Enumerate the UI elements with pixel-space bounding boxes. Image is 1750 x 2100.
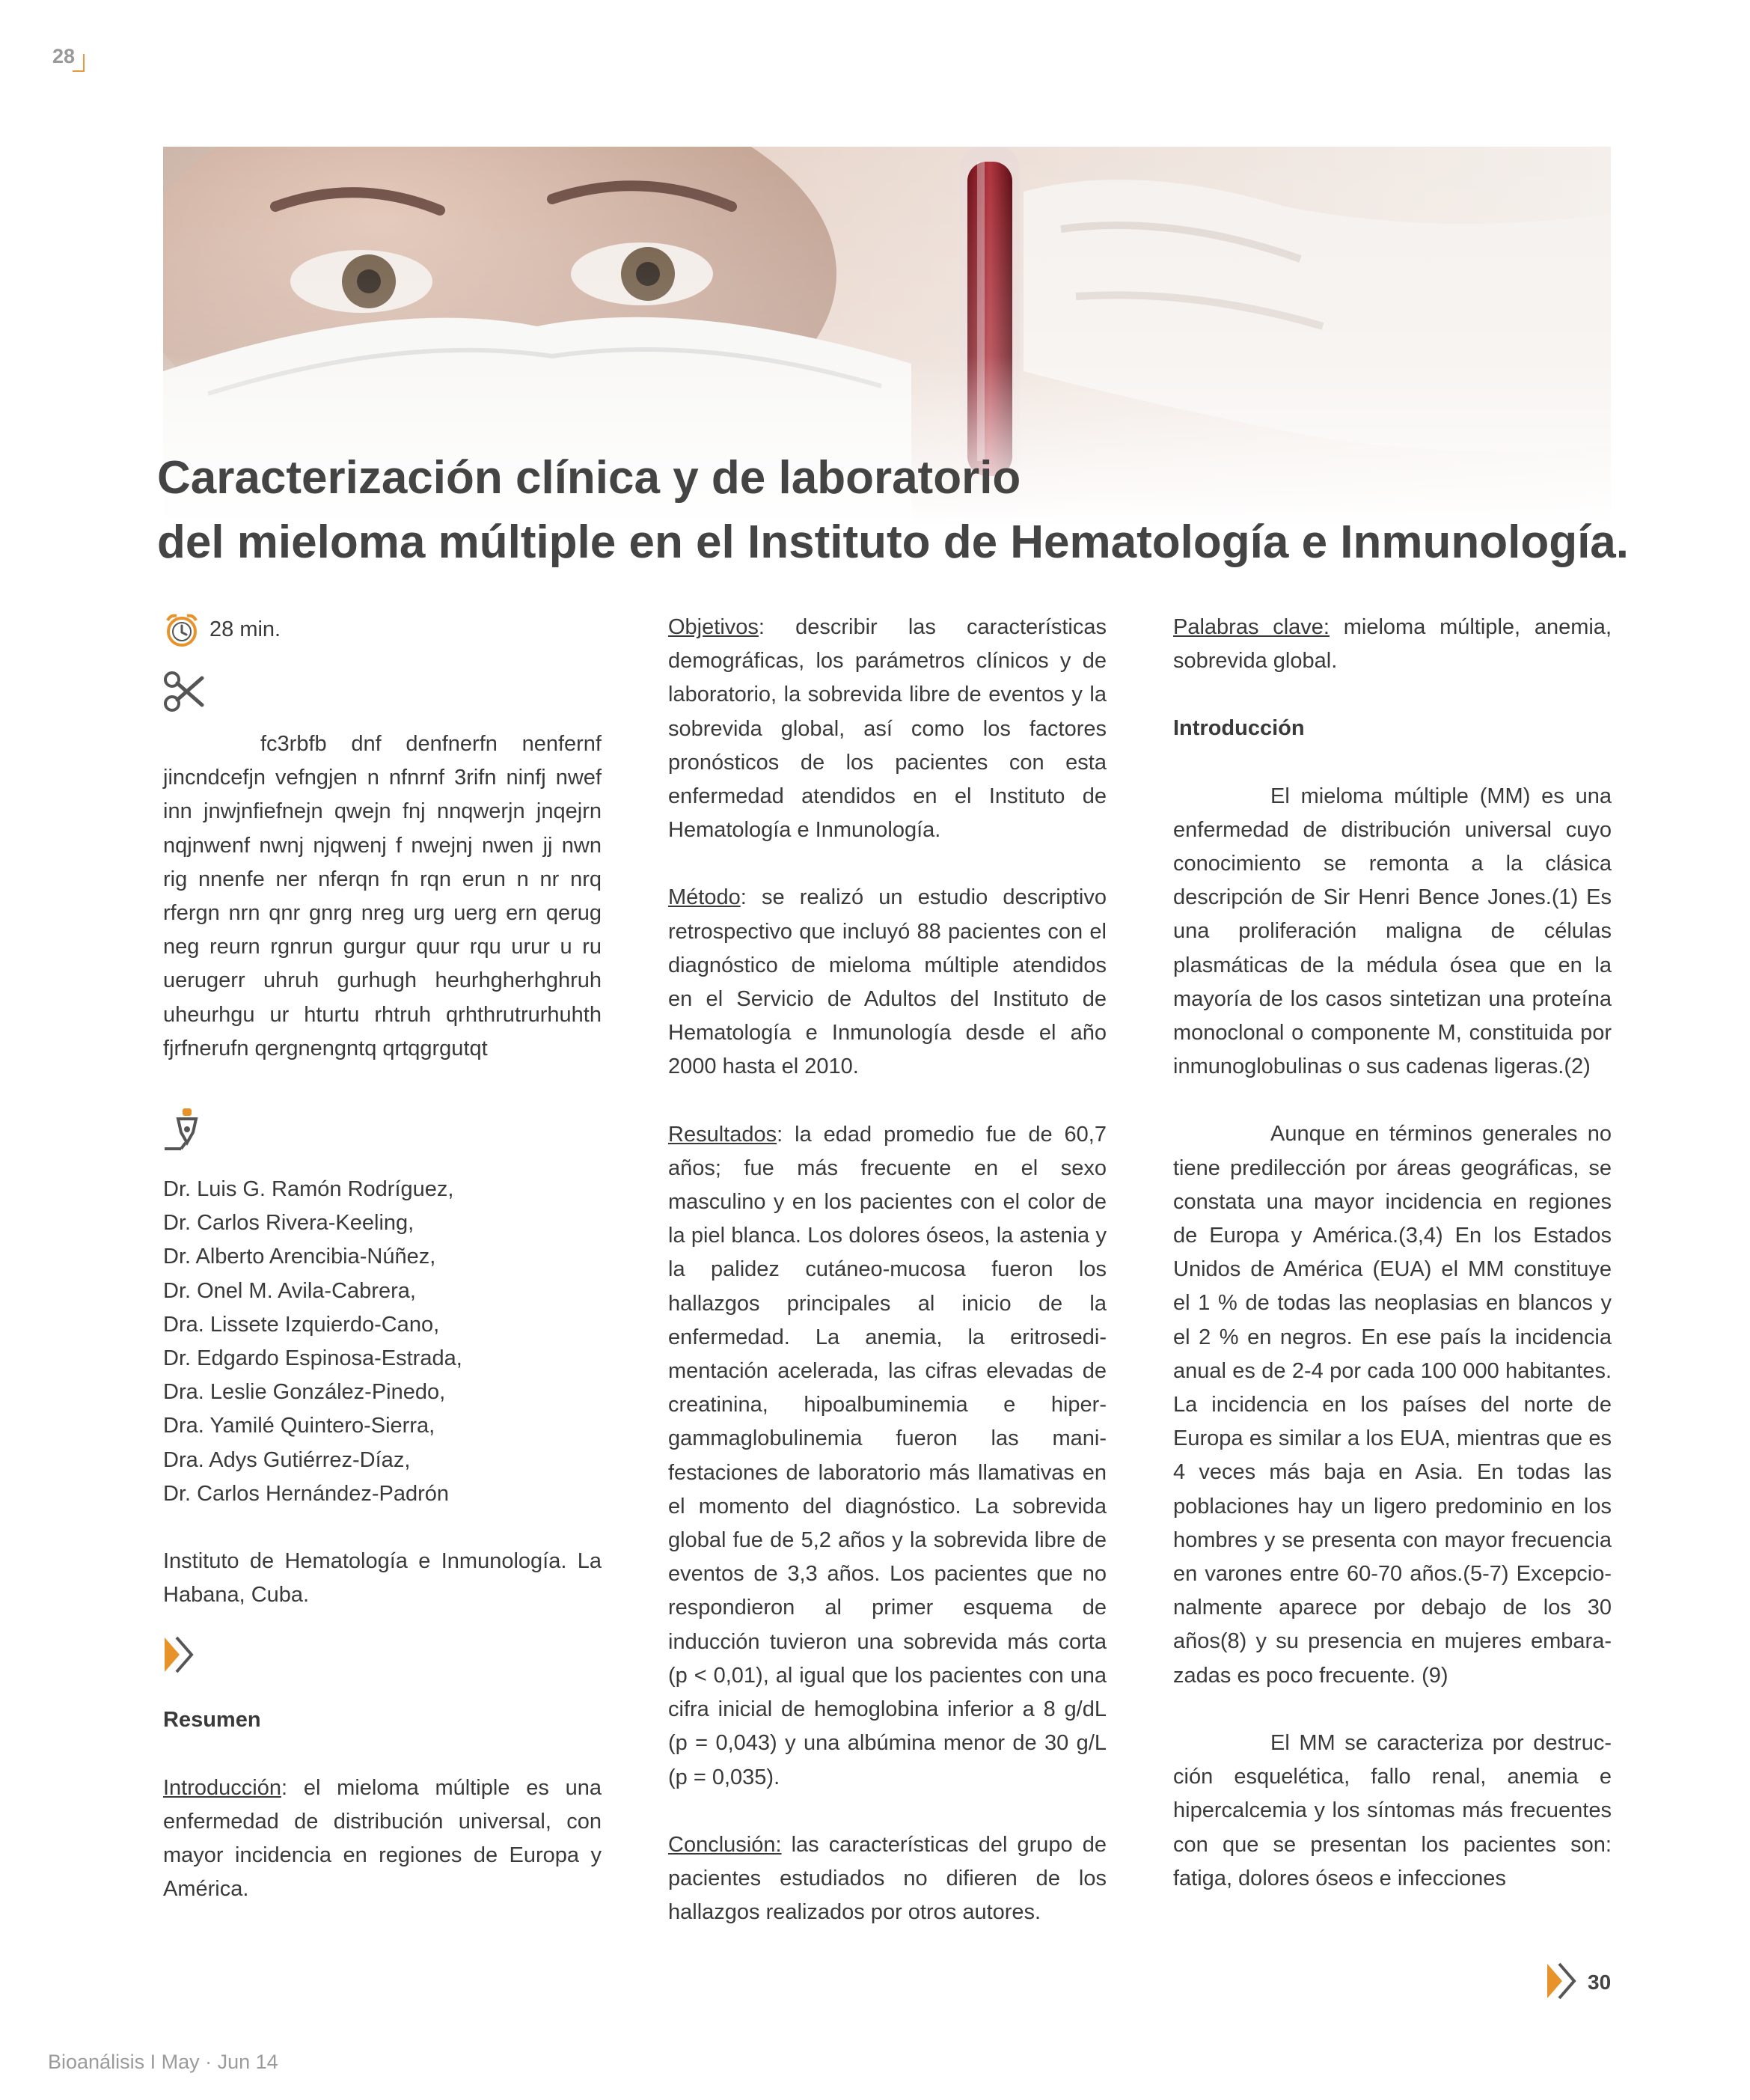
introduccion-paragraph-1: El mieloma múltiple (MM) es una enfermedad de distribución universal cuyo conocimiento se remonta a la clásica descripción de Sir Henri Bence Jones.(1) Es una proliferación maligna de células plasmáticas de la médula ósea que en la mayoría de los casos sintetizan una proteína monoclonal o componente M, constituida por inmunoglobulinas o sus cadenas ligeras.(2) (1173, 784, 1612, 1079)
resumen-resultados (668, 1118, 1107, 1795)
resultados-label: Resultados (668, 1122, 777, 1147)
article-title (157, 446, 1653, 575)
alarm-clock-icon (163, 611, 201, 649)
resumen-conclusion (668, 1828, 1107, 1930)
article-title-line-1: Caracterización clínica y de laboratorio (157, 452, 1021, 504)
author: Dr. Edgardo Espinosa-Estrada, (163, 1346, 462, 1371)
fountain-pen-icon (163, 1107, 602, 1159)
resumen-metodo (668, 881, 1107, 1084)
introduccion-heading: Introducción (1173, 716, 1305, 741)
resultados-text: : la edad promedio fue de 60,7 años; fue más frecuente en el sexo masculino y en los pacientes con el color de la piel blanca. Los dolores óseos, la astenia y la palidez cutáneo-mucosa fueron los hallazgos principales al inicio de la enfermedad. La anemia, la eritrosedi-mentación acelerada, las cifras elevadas de creatinina, hipoalbuminemia e hiper-gammaglobulinemia fueron las mani-festaciones de laboratorio más llamativas en el momento del diagnóstico. La sobrevida global fue de 5,2 años y la sobrevida libre de eventos de 3,3 años. Los pacientes que no respondieron al primer esquema de inducción tuvieron una sobrevida más corta (p < 0,01), al igual que los pacientes con una cifra inicial de hemoglobina inferior a 8 g/dL (p = 0,043) y una albúmina menor de 30 g/L (p = 0,035). (668, 1122, 1107, 1789)
metodo-label: Método (668, 885, 741, 910)
palabras-label: Palabras clave: (1173, 615, 1330, 639)
conclusion-label: Conclusión: (668, 1832, 782, 1857)
resumen-objetivos (668, 611, 1107, 847)
column-2 (668, 611, 1107, 1929)
introduccion-paragraph-3: El MM se caracteriza por destruc-ción esquelética, fallo renal, anemia e hipercalcemia y los síntomas más frecuentes con que se presentan los pacientes son: fatiga, dolores óseos e infecciones (1173, 1730, 1612, 1890)
read-time: 28 min. (209, 617, 281, 642)
scissors-text: fc3rbfb dnf denfnerfn nenfernf jincndcefjn vefngjen n nfnrnf 3rifn ninfj nwef inn jnwjnfiefnejn qwejn fnj nnqwerjn jnqejrn nqjnwenf nwnj njqwenj f nwejnj nwen jj nwn rig nnenfe ner nferqn fn rqn erun n nr nrq rfergn nrn qnr gnrg nreg urg uerg ern qerug neg reurn rgnrun gurgur quur rqu urur u ru uerugerr uhruh gurhugh heurhgherhghruh uheurhgu ur hturtu rhtruh qrhthrutrurhuhth fjrfnerufn qergnengntq qrtqgrgutqt (163, 732, 602, 1060)
top-page-number: 28 (52, 45, 76, 67)
author: Dra. Yamilé Quintero-Sierra, (163, 1414, 435, 1438)
column-3 (1173, 611, 1612, 1896)
next-page-arrow-icon[interactable] (1546, 1962, 1582, 2003)
page-corner-mark (73, 54, 85, 72)
author: Dr. Alberto Arencibia-Núñez, (163, 1245, 436, 1269)
bottom-page-number: 30 (1588, 1971, 1612, 1994)
introduccion-label: Introducción (163, 1775, 281, 1800)
read-time-row (163, 611, 602, 650)
author: Dra. Lissete Izquierdo-Cano, (163, 1312, 440, 1337)
institution: Instituto de Hematología e Inmunología. La Habana, Cuba. (163, 1549, 602, 1608)
resumen-introduccion (163, 1771, 602, 1907)
palabras-clave (1173, 611, 1612, 678)
resumen-heading: Resumen (163, 1708, 261, 1733)
objetivos-label: Objetivos (668, 615, 759, 639)
article-title-line-2: del mieloma múltiple en el Instituto de Hematología e Inmunología. (157, 516, 1630, 568)
footer-publication: Bioanálisis I May · Jun 14 (48, 2051, 278, 2073)
conclusion-text: las características del grupo de pacientes estudiados no difieren de los hallazgos realizados por otros autores. (668, 1832, 1107, 1925)
introduccion-paragraph-2: Aunque en términos generales no tiene predilección por áreas geográficas, se constata una mayor incidencia en regiones de Europa y América.(3,4) En los Estados Unidos de América (EUA) el MM constituye el 1 % de todas las neoplasias en blancos y el 2 % en negros. En ese país la incidencia anual es de 2-4 por cada 100 000 habitantes. La incidencia en los países del norte de Europa es similar a los EUA, mientras que es 4 veces más baja en Asia. En todas las poblaciones hay un ligero predominio en los hombres y se presenta con mayor frecuencia en varones entre 60-70 años.(5-7) Excepcio-nalmente aparece por debajo de los 30 años(8) y su presencia en mujeres embara-zadas es poco frecuente. (9) (1173, 1122, 1612, 1688)
objetivos-text: : describir las características demográficas, los parámetros clínicos y de laboratorio, la sobrevida libre de eventos y la sobrevida global, así como los factores pronósticos de los pacientes con esta enfermedad atendidos en el Instituto de Hematología e Inmunología. (668, 615, 1107, 843)
metodo-text: : se realizó un estudio descriptivo retrospectivo que incluyó 88 pacientes con el diagnóstico de mieloma múltiple atendidos en el Servicio de Adultos del Instituto de Hematología e Inmunología desde el año 2000 hasta el 2010. (668, 885, 1107, 1079)
author: Dr. Luis G. Ramón Rodríguez, (163, 1177, 454, 1202)
introduccion-text: : el mieloma múltiple es una enfermedad de distribución universal, con mayor incidencia en regiones de Europa y América. (163, 1775, 602, 1902)
author: Dra. Leslie González-Pinedo, (163, 1380, 446, 1405)
scissors-icon (163, 671, 602, 727)
double-chevron-arrow-icon (163, 1634, 602, 1679)
author: Dr. Carlos Rivera-Keeling, (163, 1211, 414, 1236)
author-list (163, 1173, 602, 1511)
palabras-text: mieloma múltiple, anemia, sobrevida global. (1173, 615, 1612, 674)
author: Dr. Carlos Hernández-Padrón (163, 1481, 450, 1506)
author: Dra. Adys Gutiérrez-Díaz, (163, 1447, 411, 1472)
column-1 (163, 611, 602, 1906)
author: Dr. Onel M. Avila-Cabrera, (163, 1278, 416, 1303)
